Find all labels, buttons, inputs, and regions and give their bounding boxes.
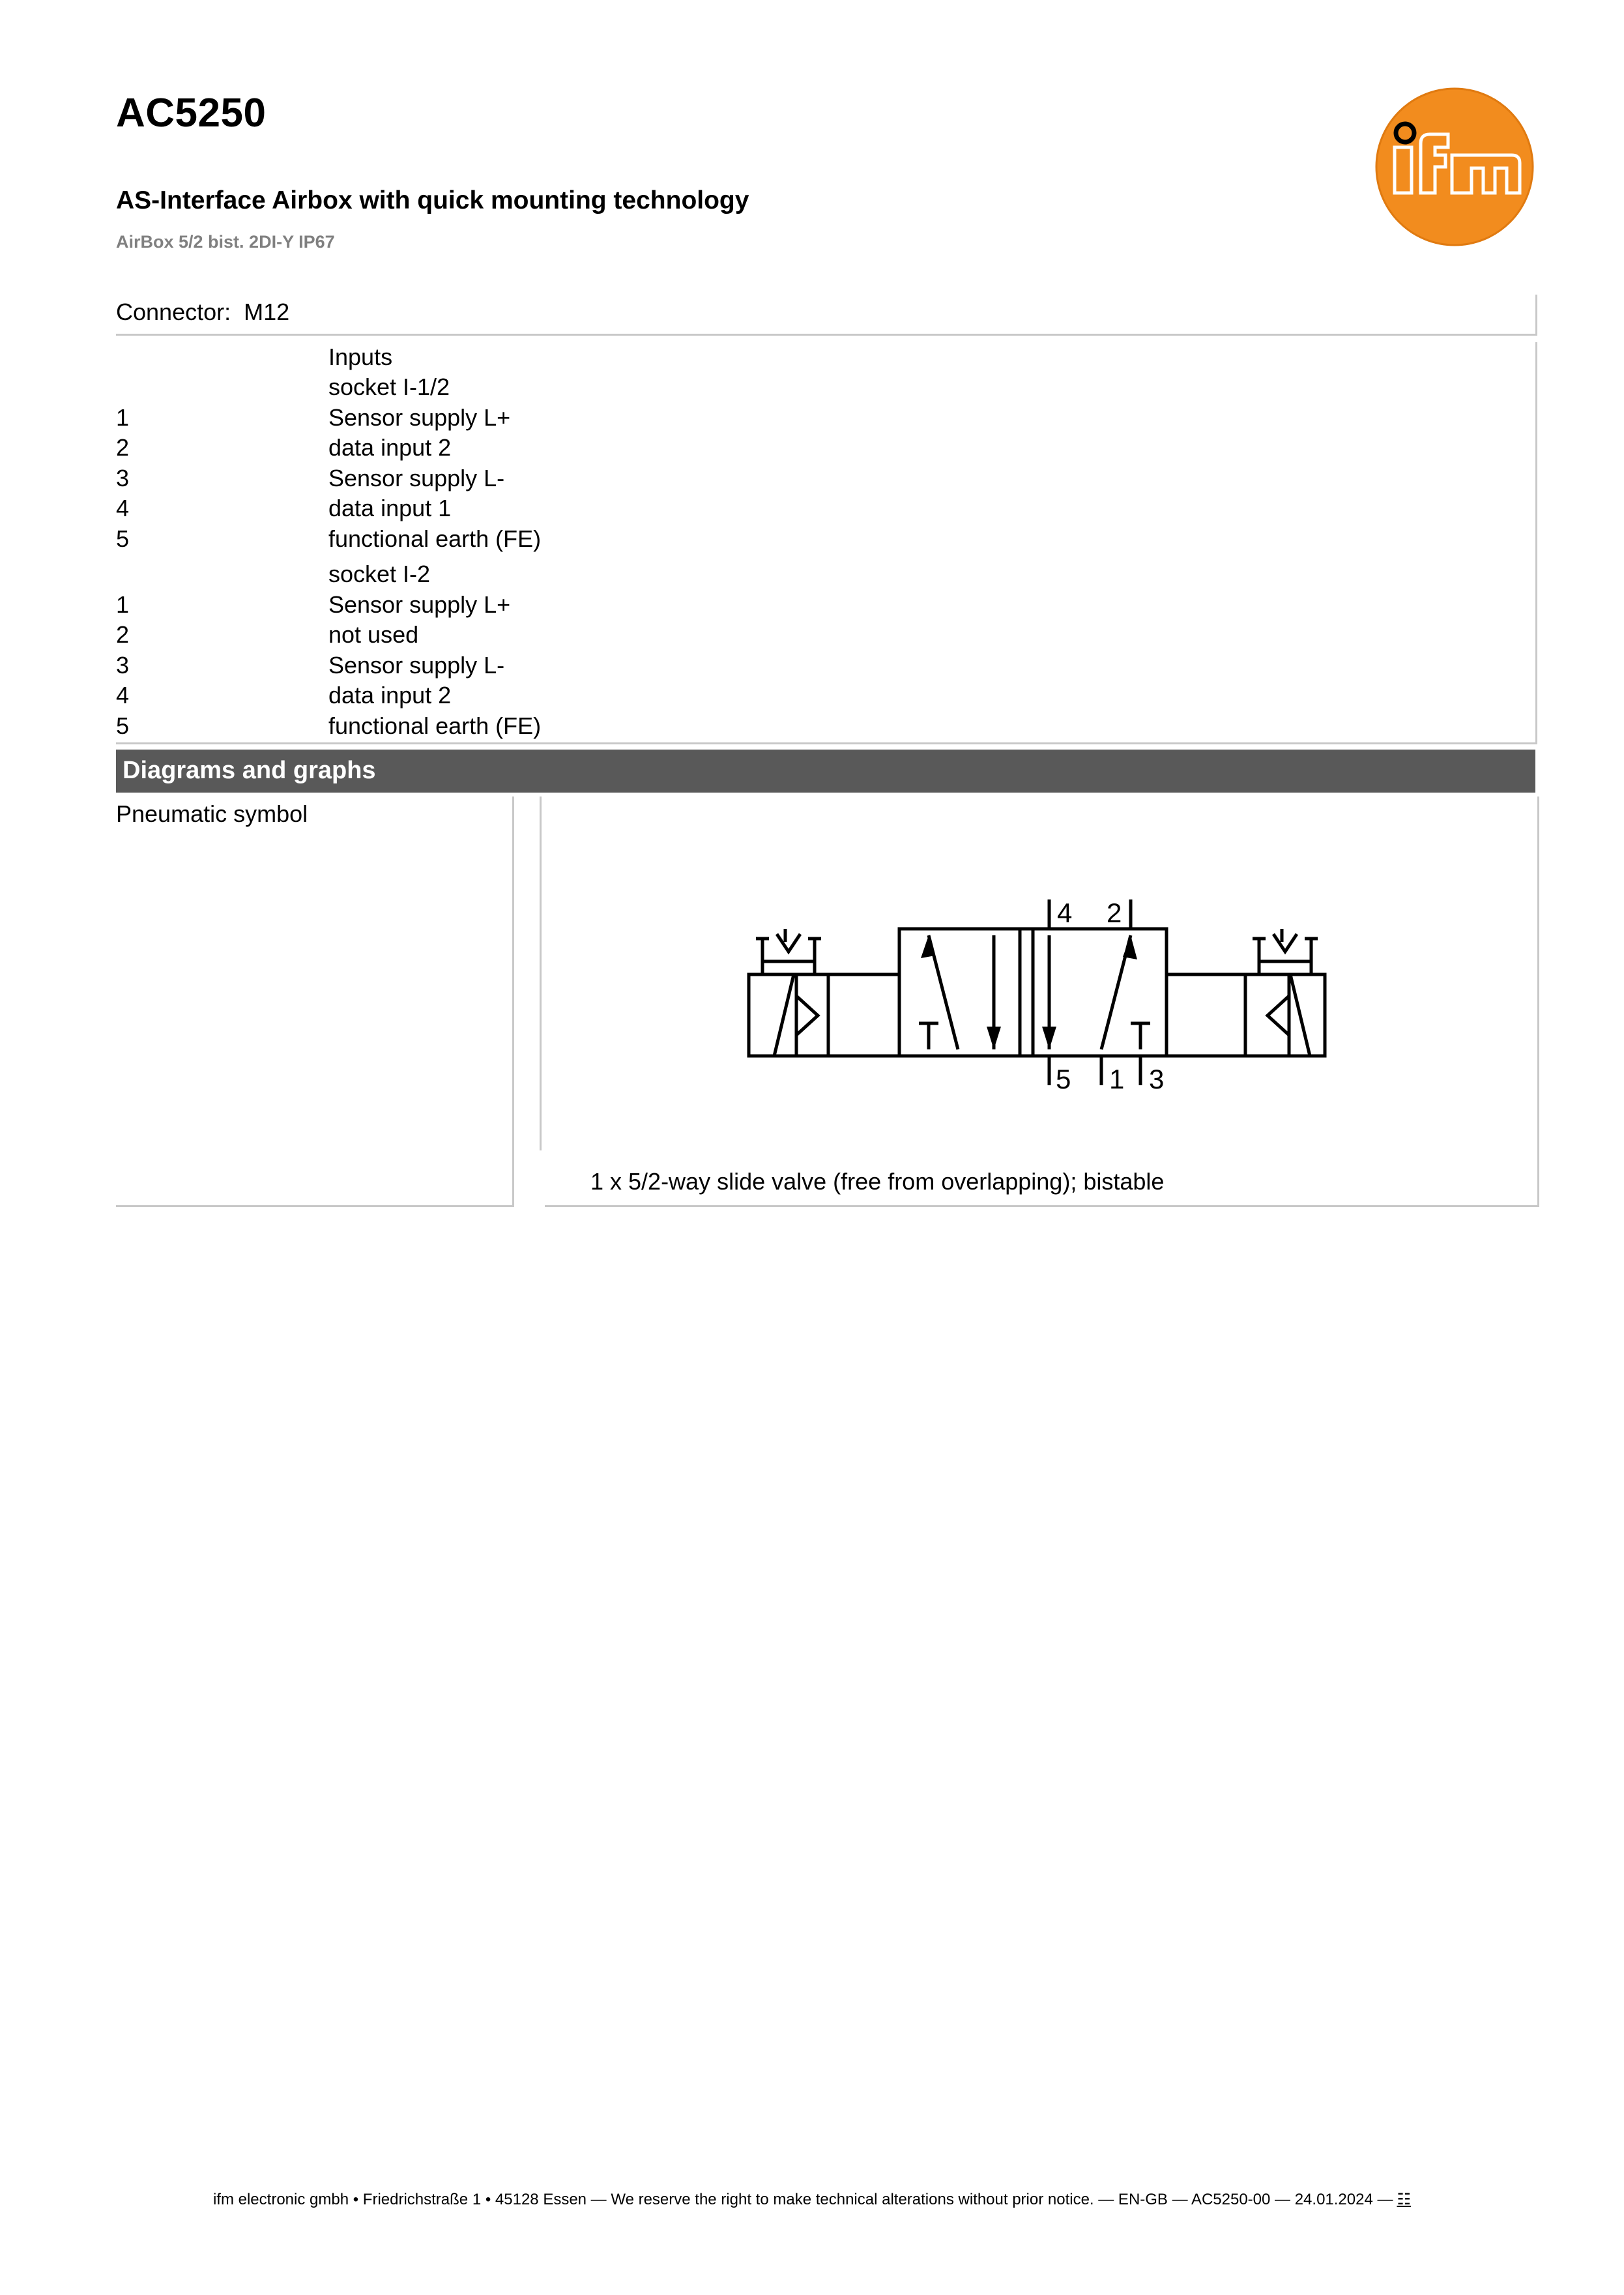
socket-2-label: socket I-2 bbox=[328, 561, 431, 587]
port-label-5: 5 bbox=[1056, 1064, 1071, 1092]
pin-description: data input 2 bbox=[328, 434, 452, 461]
connector-label: Connector: bbox=[116, 299, 231, 325]
pneumatic-symbol-label: Pneumatic symbol bbox=[116, 800, 308, 827]
pin-description: not used bbox=[328, 621, 419, 648]
pin-number: 2 bbox=[116, 434, 130, 461]
pin-number: 4 bbox=[116, 495, 130, 521]
pin-description: functional earth (FE) bbox=[328, 712, 542, 739]
pin-number: 1 bbox=[116, 404, 130, 431]
diagram-label-cell bbox=[116, 797, 514, 1207]
diagram-caption: 1 x 5/2-way slide valve (free from overlapping); bistable bbox=[590, 1168, 1165, 1195]
pin-description: Sensor supply L- bbox=[328, 465, 505, 491]
diagrams-section-header bbox=[116, 750, 1535, 793]
pin-number: 5 bbox=[116, 712, 130, 739]
page-footer bbox=[0, 2190, 1624, 2209]
section-title: Diagrams and graphs bbox=[123, 757, 376, 784]
pin-number: 3 bbox=[116, 465, 130, 491]
pin-description: Sensor supply L+ bbox=[328, 404, 511, 431]
port-label-2: 2 bbox=[1107, 898, 1122, 928]
pin-number: 4 bbox=[116, 682, 130, 709]
page-icon: ☷ bbox=[1397, 2191, 1412, 2208]
pin-assignment-table bbox=[116, 342, 1537, 744]
port-label-4: 4 bbox=[1057, 898, 1073, 928]
ifm-logo bbox=[1375, 87, 1534, 246]
connector-value: M12 bbox=[244, 299, 290, 325]
pin-number: 2 bbox=[116, 621, 130, 648]
port-label-1: 1 bbox=[1109, 1064, 1125, 1092]
port-label-3: 3 bbox=[1149, 1064, 1165, 1092]
pin-description: data input 2 bbox=[328, 682, 452, 709]
border-gap bbox=[538, 1150, 545, 1209]
inputs-heading: Inputs bbox=[328, 344, 393, 370]
pin-number: 3 bbox=[116, 652, 130, 679]
product-code-title: AC5250 bbox=[116, 91, 267, 136]
pneumatic-valve-symbol bbox=[736, 860, 1349, 1092]
socket-1-label: socket I-1/2 bbox=[328, 373, 450, 400]
pin-description: functional earth (FE) bbox=[328, 525, 542, 552]
pin-number: 5 bbox=[116, 525, 130, 552]
pin-number: 1 bbox=[116, 591, 130, 618]
pin-description: data input 1 bbox=[328, 495, 452, 521]
pin-description: Sensor supply L+ bbox=[328, 591, 511, 618]
product-variant: AirBox 5/2 bist. 2DI-Y IP67 bbox=[116, 232, 335, 252]
pin-description: Sensor supply L- bbox=[328, 652, 505, 679]
footer-text: ifm electronic gmbh • Friedrichstraße 1 • 45128 Essen — We reserve the right to make technical alterations without prior notice. — EN-GB — AC5250-00 — 24.01.2024 — bbox=[212, 2191, 1393, 2208]
connector-row bbox=[116, 295, 1537, 336]
product-subtitle: AS-Interface Airbox with quick mounting technology bbox=[116, 186, 749, 214]
